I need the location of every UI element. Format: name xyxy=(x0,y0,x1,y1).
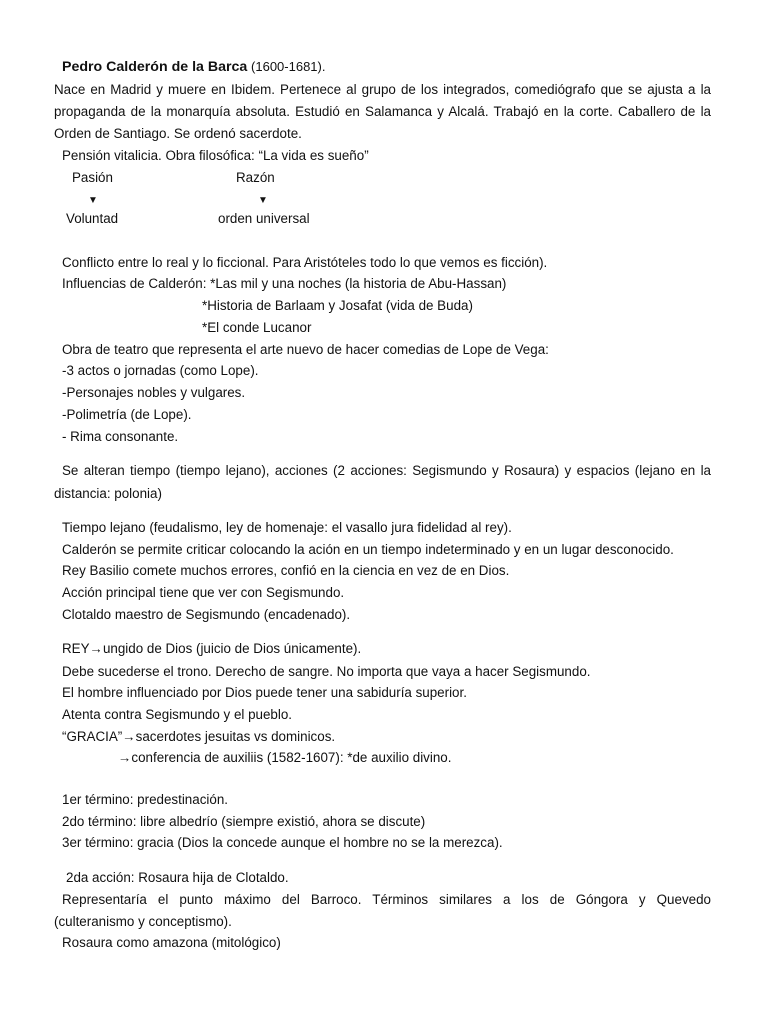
tiempo-line: Clotaldo maestro de Segismundo (encadenado). xyxy=(62,607,351,622)
theatre-item: -Polimetría (de Lope). xyxy=(62,407,192,422)
author-name: Pedro Calderón de la Barca xyxy=(62,59,248,75)
segunda-accion-line: 2da acción: Rosaura hija de Clotaldo. xyxy=(66,870,289,885)
termino-line: 3er término: gracia (Dios la concede aunque el hombre no se la merezca). xyxy=(62,835,503,850)
intro-line-2: propaganda de la monarquía absoluta. Estudió en Salamanca y Alcalá. Trabajó en la corte. Caballero de la xyxy=(54,104,711,119)
alter-line-2: distancia: polonia) xyxy=(54,486,162,501)
conflict-line: Conflicto entre lo real y lo ficcional. Para Aristóteles todo lo que vemos es ficción). xyxy=(62,255,548,270)
rosaura-line: Rosaura como amazona (mitológico) xyxy=(62,935,281,950)
tiempo-line: Tiempo lejano (feudalismo, ley de homenaje: el vasallo jura fidelidad al rey). xyxy=(62,520,512,535)
arrow-right-icon: → xyxy=(122,729,136,744)
influences-line: Influencias de Calderón: *Las mil y una noches (la historia de Abu-Hassan) xyxy=(62,276,507,291)
intro-line-4: Pensión vitalicia. Obra filosófica: “La vida es sueño” xyxy=(62,148,369,163)
diagram-voluntad: Voluntad xyxy=(66,211,119,226)
tiempo-line: Acción principal tiene que ver con Segismundo. xyxy=(62,585,345,600)
arrow-down-icon: ▼ xyxy=(258,195,268,206)
termino-line: 2do término: libre albedrío (siempre existió, ahora se discute) xyxy=(62,814,426,829)
barroco-line-2: (culteranismo y conceptismo). xyxy=(54,914,232,929)
barroco-line-1: Representaría el punto máximo del Barroco. Términos similares a los de Góngora y Quevedo xyxy=(62,892,711,907)
influences-item: *El conde Lucanor xyxy=(202,320,312,335)
intro-line-1: Nace en Madrid y muere en Ibidem. Pertenece al grupo de los integrados, comediógrafo que se ajusta a la xyxy=(54,82,711,97)
alter-line-1: Se alteran tiempo (tiempo lejano), acciones (2 acciones: Segismundo y Rosaura) y espacios (lejano en la xyxy=(62,463,711,478)
arrow-down-icon: ▼ xyxy=(88,195,98,206)
diagram-razon: Razón xyxy=(236,170,275,185)
tiempo-line: Calderón se permite criticar colocando la ación en un tiempo indeterminado y en un lugar desconocido. xyxy=(62,542,674,557)
rey-line: Atenta contra Segismundo y el pueblo. xyxy=(62,707,293,722)
diagram-orden: orden universal xyxy=(218,211,310,226)
termino-line: 1er término: predestinación. xyxy=(62,792,228,807)
document-heading xyxy=(62,59,325,75)
arrow-right-icon: → xyxy=(89,641,103,656)
tiempo-line: Rey Basilio comete muchos errores, confió en la ciencia en vez de en Dios. xyxy=(62,563,510,578)
theatre-item: -Personajes nobles y vulgares. xyxy=(62,385,246,400)
influences-item: *Historia de Barlaam y Josafat (vida de Buda) xyxy=(202,298,473,313)
rey-line: El hombre influenciado por Dios puede tener una sabiduría superior. xyxy=(62,685,467,700)
theatre-line: Obra de teatro que representa el arte nuevo de hacer comedias de Lope de Vega: xyxy=(62,342,549,357)
intro-line-3: Orden de Santiago. Se ordenó sacerdote. xyxy=(54,126,302,141)
gracia-subline: →conferencia de auxiliis (1582-1607): *de auxilio divino. xyxy=(118,750,452,765)
author-dates: (1600-1681). xyxy=(251,59,326,74)
rey-line: REY→ungido de Dios (juicio de Dios únicamente). xyxy=(62,641,362,656)
arrow-right-icon: → xyxy=(118,750,132,765)
rey-line: Debe sucederse el trono. Derecho de sangre. No importa que vaya a hacer Segismundo. xyxy=(62,664,591,679)
gracia-line: “GRACIA”→sacerdotes jesuitas vs dominicos. xyxy=(62,729,336,744)
theatre-item: - Rima consonante. xyxy=(62,429,179,444)
theatre-item: -3 actos o jornadas (como Lope). xyxy=(62,363,259,378)
diagram-pasion: Pasión xyxy=(72,170,113,185)
